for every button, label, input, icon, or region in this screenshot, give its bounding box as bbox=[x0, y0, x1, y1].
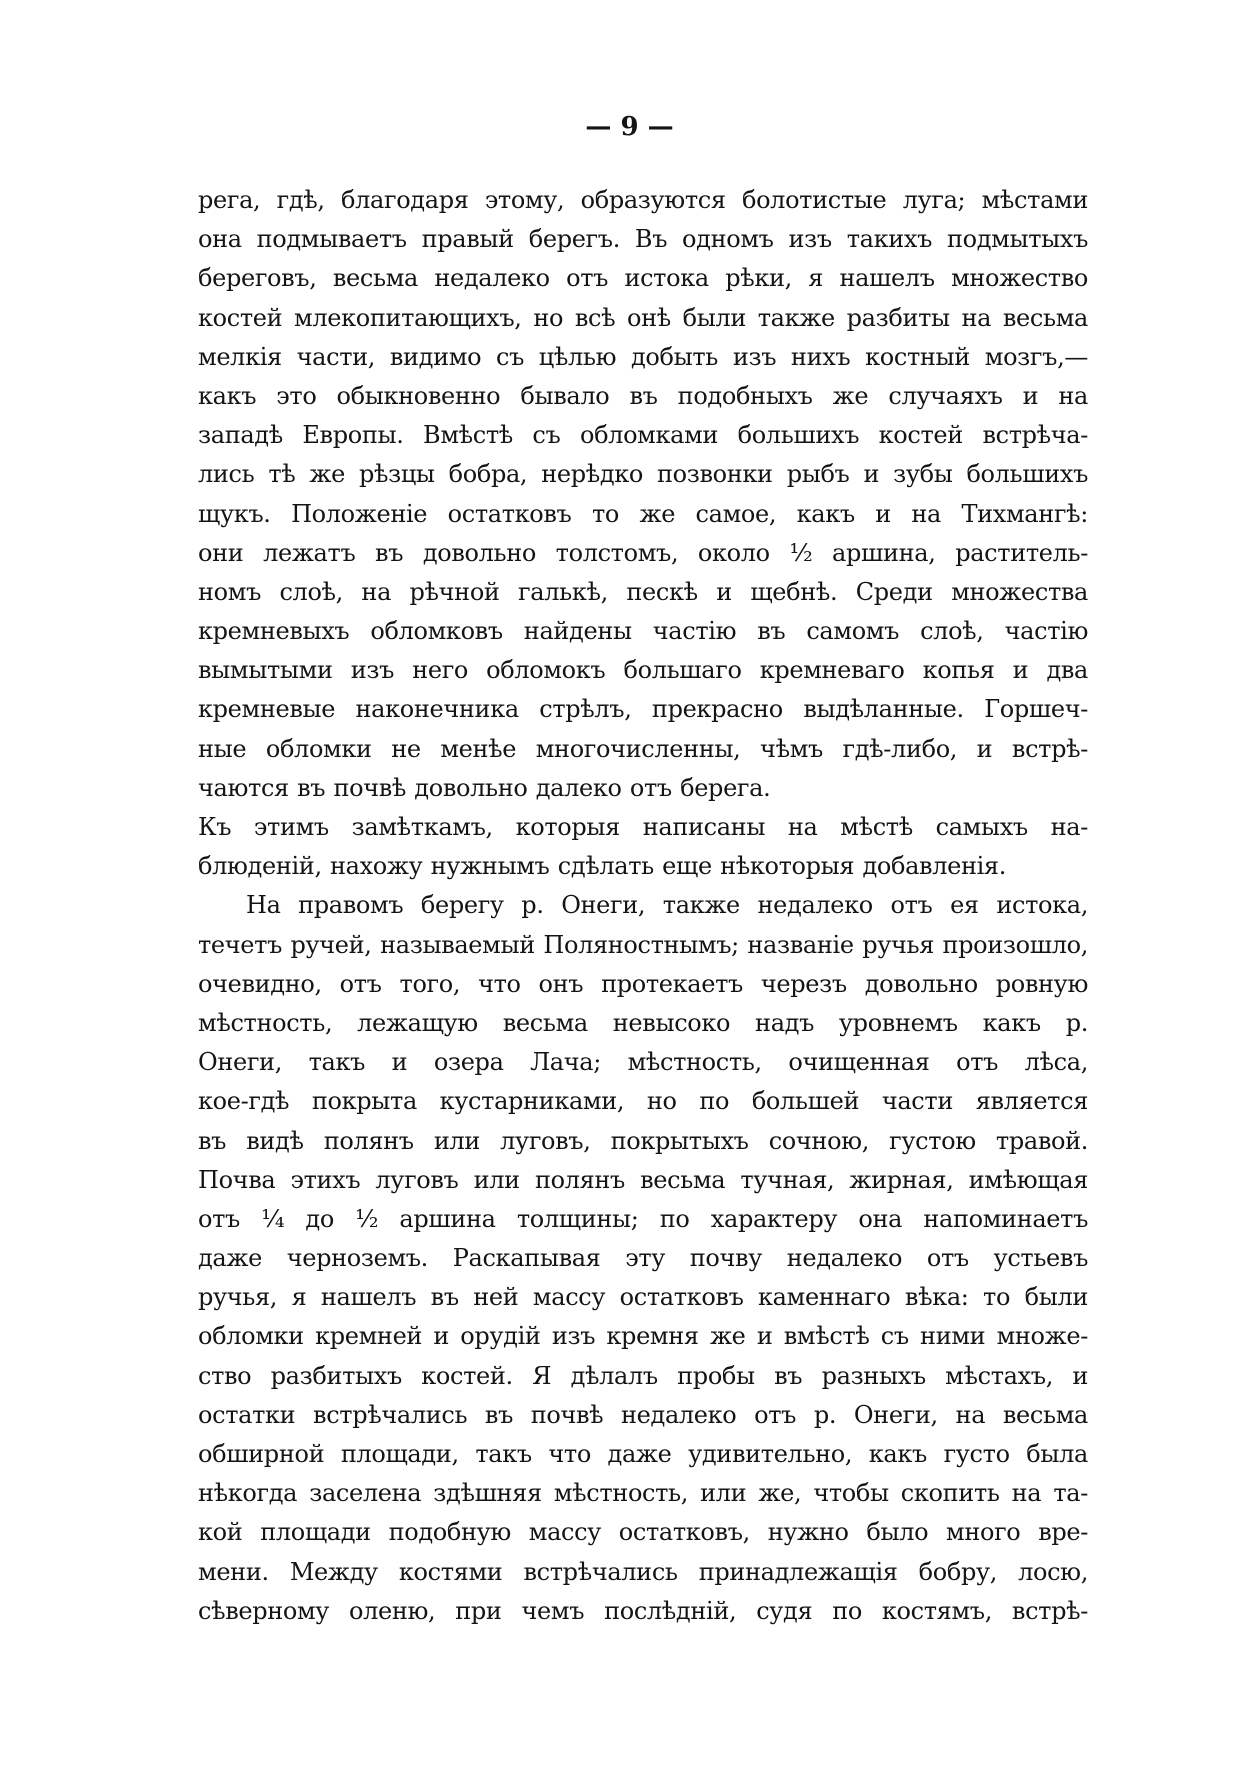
text-line: лись тѣ же рѣзцы бобра, нерѣдко позвонки рыбъ и зубы большихъ bbox=[198, 460, 1088, 489]
text-line: мелкія части, видимо съ цѣлью добыть изъ нихъ костный мозгъ,— bbox=[198, 342, 1088, 371]
text-line: вымытыми изъ него обломокъ большаго кремневаго копья и два bbox=[198, 656, 1088, 685]
text-line: Онеги, такъ и озера Лача; мѣстность, очищенная отъ лѣса, bbox=[198, 1048, 1088, 1077]
text-line: ство разбитыхъ костей. Я дѣлалъ пробы въ разныхъ мѣстахъ, и bbox=[198, 1361, 1088, 1390]
text-line: костей млекопитающихъ, но всѣ онѣ были также разбиты на весьма bbox=[198, 303, 1088, 332]
text-line: нѣкогда заселена здѣшняя мѣстность, или же, чтобы скопить на та- bbox=[198, 1479, 1088, 1508]
text-line: они лежатъ въ довольно толстомъ, около ½ аршина, раститель- bbox=[198, 538, 1088, 567]
text-line: обломки кремней и орудій изъ кремня же и вмѣстѣ съ ними множе- bbox=[198, 1322, 1088, 1351]
text-line: кой площади подобную массу остатковъ, нужно было много вре- bbox=[198, 1518, 1088, 1547]
text-line: кремневые наконечника стрѣлъ, прекрасно выдѣланные. Горшеч- bbox=[198, 695, 1088, 724]
text-line: кое-гдѣ покрыта кустарниками, но по большей части является bbox=[198, 1087, 1088, 1116]
text-line: блюденій, нахожу нужнымъ сдѣлать еще нѣкоторыя добавленія. bbox=[198, 852, 1007, 881]
text-line: номъ слоѣ, на рѣчной галькѣ, пескѣ и щебнѣ. Среди множества bbox=[198, 577, 1088, 606]
text-line: въ видѣ полянъ или луговъ, покрытыхъ сочною, густою травой. bbox=[198, 1126, 1088, 1155]
text-line: течетъ ручей, называемый Поляностнымъ; названіе ручья произошло, bbox=[198, 930, 1088, 959]
text-line: какъ это обыкновенно бывало въ подобныхъ же случаяхъ и на bbox=[198, 381, 1088, 410]
text-line: На правомъ берегу р. Онеги, также недалеко отъ ея истока, bbox=[246, 891, 1088, 920]
text-line: рега, гдѣ, благодаря этому, образуются болотистые луга; мѣстами bbox=[198, 186, 1088, 214]
text-line: западѣ Европы. Вмѣстѣ съ обломками большихъ костей встрѣча- bbox=[198, 421, 1088, 450]
text-line: береговъ, весьма недалеко отъ истока рѣки, я нашелъ множество bbox=[198, 264, 1088, 293]
text-line: она подмываетъ правый берегъ. Въ одномъ изъ такихъ подмытыхъ bbox=[198, 225, 1088, 254]
text-line: обширной площади, такъ что даже удивительно, какъ густо была bbox=[198, 1440, 1088, 1468]
text-line: остатки встрѣчались въ почвѣ недалеко отъ р. Онеги, на весьма bbox=[198, 1400, 1088, 1429]
text-line: сѣверному оленю, при чемъ послѣдній, судя по костямъ, встрѣ- bbox=[198, 1596, 1088, 1625]
text-line: щукъ. Положеніе остатковъ то же самое, какъ и на Тихмангѣ: bbox=[198, 499, 1088, 528]
text-line: даже черноземъ. Раскапывая эту почву недалеко отъ устьевъ bbox=[198, 1244, 1088, 1273]
text-line: мени. Между костями встрѣчались принадлежащія бобру, лосю, bbox=[198, 1557, 1088, 1586]
page-number: — 9 — bbox=[585, 112, 674, 142]
text-line: ные обломки не менѣе многочисленны, чѣмъ гдѣ-либо, и встрѣ- bbox=[198, 734, 1088, 763]
text-line: Къ этимъ замѣткамъ, которыя написаны на мѣстѣ самыхъ на- bbox=[198, 813, 1088, 841]
text-line: мѣстность, лежащую весьма невысоко надъ уровнемъ какъ р. bbox=[198, 1008, 1088, 1037]
text-line: чаются въ почвѣ довольно далеко отъ берега. bbox=[198, 773, 771, 802]
text-line: кремневыхъ обломковъ найдены частію въ самомъ слоѣ, частію bbox=[198, 617, 1088, 646]
text-line: Почва этихъ луговъ или полянъ весьма тучная, жирная, имѣющая bbox=[198, 1165, 1088, 1194]
text-line: отъ ¼ до ½ аршина толщины; по характеру она напоминаетъ bbox=[198, 1204, 1088, 1233]
body-text bbox=[198, 181, 1088, 1631]
text-line: ручья, я нашелъ въ ней массу остатковъ каменнаго вѣка: то были bbox=[198, 1283, 1088, 1312]
text-line: очевидно, отъ того, что онъ протекаетъ черезъ довольно ровную bbox=[198, 969, 1088, 998]
